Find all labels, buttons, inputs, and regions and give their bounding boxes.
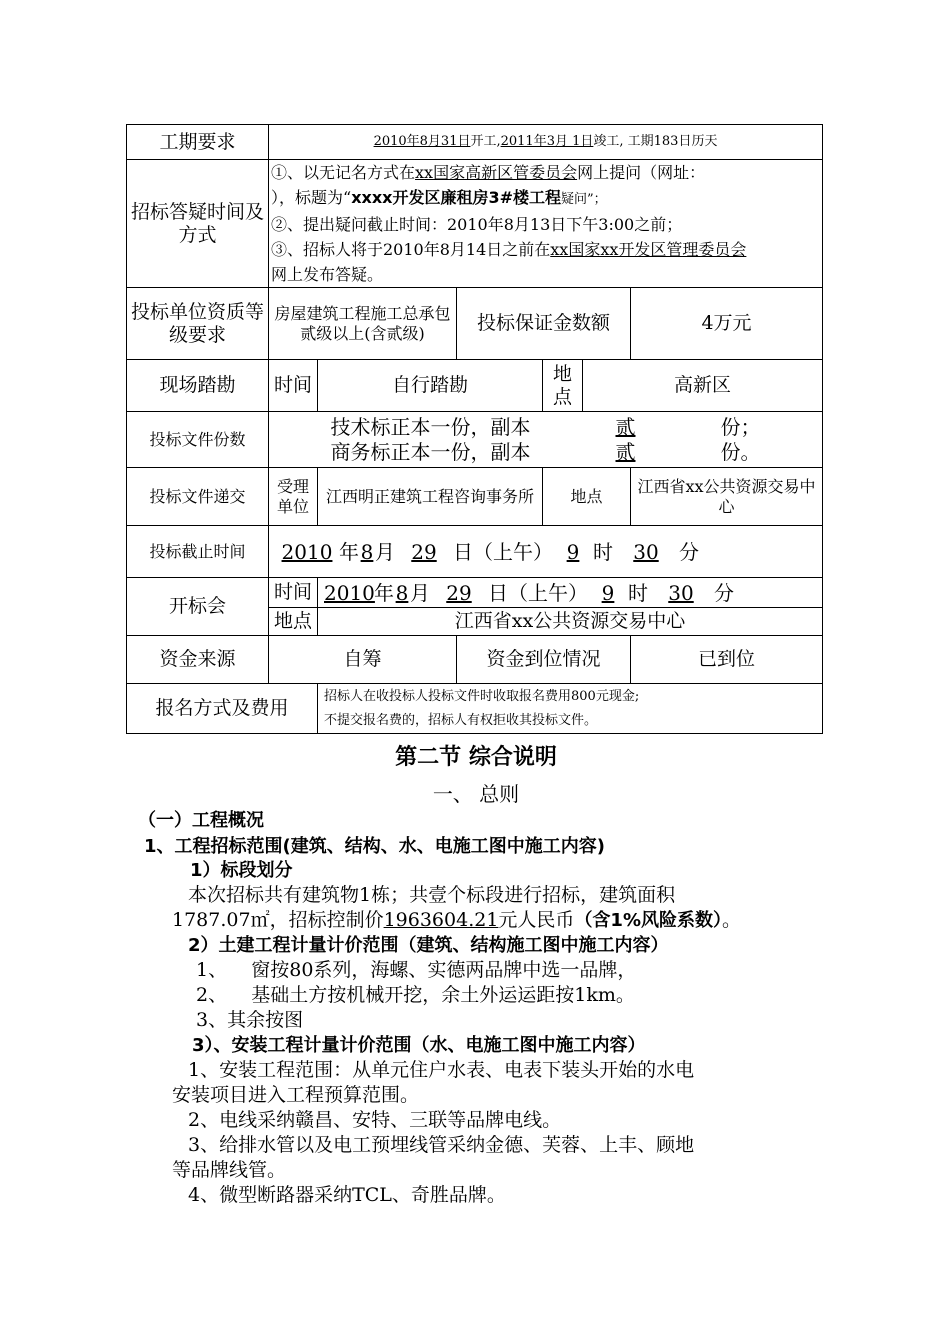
install-item-3a: 3、给排水管以及电工预埋线管采纳金德、芙蓉、上丰、顾地 — [188, 1134, 695, 1156]
install-heading: 3）、安装工程计量计价范围（水、电施工图中施工内容） — [192, 1035, 646, 1056]
deposit-value: 4万元 — [631, 288, 823, 360]
end-date: 2011年3月 1日 — [500, 134, 594, 150]
site-time-label: 时间 — [269, 360, 318, 412]
civil-heading: 2）土建工程计量计价范围（建筑、结构施工图中施工内容） — [188, 935, 669, 956]
site-visit-label: 现场踏勘 — [127, 360, 269, 412]
site-place-value: 高新区 — [583, 360, 823, 412]
install-item-3b: 等品牌线管。 — [172, 1159, 287, 1181]
opening-place-label: 地点 — [269, 608, 318, 636]
opening-place-value: 江西省xx公共资源交易中心 — [318, 608, 823, 636]
copies-label: 投标文件份数 — [127, 412, 269, 468]
row-registration — [127, 684, 823, 734]
row-qualification — [127, 288, 823, 360]
general-heading: 一、 总则 — [432, 782, 520, 806]
funds-source-value: 自筹 — [269, 636, 457, 684]
receiver-label: 受理单位 — [269, 468, 318, 526]
para-1b: 1787.07㎡，招标控制价1963604.21元人民币（含1%风险系数）。 — [172, 909, 742, 931]
site-time-value: 自行踏勘 — [318, 360, 543, 412]
install-item-4: 4、微型断路器采纳TCL、奇胜品牌。 — [188, 1184, 506, 1206]
qualification-value: 房屋建筑工程施工总承包贰级以上(含贰级) — [269, 288, 457, 360]
row-site-visit — [127, 360, 823, 412]
lot-heading: 1）标段划分 — [190, 860, 293, 881]
funds-status-value: 已到位 — [631, 636, 823, 684]
civil-item-1: 1、 窗按80系列，海螺、实德两品牌中选一品牌， — [196, 959, 637, 981]
copies-value: 技术标正本一份，副本 贰 份； 商务标正本一份，副本 贰 份。 — [269, 412, 823, 468]
row-qa — [127, 160, 823, 288]
row-copies — [127, 412, 823, 468]
row-opening-time — [127, 578, 823, 608]
overview-heading: （一）工程概况 — [138, 810, 264, 831]
duration-label: 工期要求 — [127, 125, 269, 160]
submission-label: 投标文件递交 — [127, 468, 269, 526]
deposit-label: 投标保证金数额 — [457, 288, 631, 360]
opening-time-value: 2010年8月 29 日（上午） 9 时 30 分 — [318, 578, 823, 608]
tender-info-table — [126, 124, 823, 734]
site-place-label: 地点 — [543, 360, 583, 412]
deadline-value: 2010 年8月 29 日（上午） 9 时 30 分 — [269, 526, 823, 578]
row-funds — [127, 636, 823, 684]
row-submission — [127, 468, 823, 526]
qa-content: ①、以无记名方式在xx国家高新区管委员会网上提问（网址： ），标题为“xxxx开发区廉租房3#楼工程疑问”； ②、提出疑问截止时间：2010年8月13日下午3:00之前； ③、招标人将于2010年8月14日之前在xx国家xx开发区管理委员会 网上发布答疑。 — [269, 160, 823, 288]
registration-label: 报名方式及费用 — [127, 684, 318, 734]
section-title: 第二节 综合说明 — [395, 745, 557, 770]
admin-committee-link: xx国家高新区管委员会 — [415, 163, 578, 182]
civil-item-3: 3、其余按图 — [196, 1009, 304, 1031]
install-item-1b: 安装项目进入工程预算范围。 — [172, 1084, 420, 1106]
start-date: 2010年8月31日 — [373, 134, 471, 150]
row-deadline — [127, 526, 823, 578]
scope-heading: 1、工程招标范围(建筑、结构、水、电施工图中施工内容) — [144, 836, 605, 857]
civil-item-2: 2、 基础土方按机械开挖，余土外运运距按1km。 — [196, 984, 635, 1006]
install-item-2: 2、电线采纳赣昌、安特、三联等品牌电线。 — [188, 1109, 562, 1131]
install-item-1a: 1、安装工程范围：从单元住户水表、电表下装头开始的水电 — [188, 1059, 695, 1081]
submission-place-value: 江西省xx公共资源交易中心 — [631, 468, 823, 526]
funds-source-label: 资金来源 — [127, 636, 269, 684]
funds-status-label: 资金到位情况 — [457, 636, 631, 684]
receiver-value: 江西明正建筑工程咨询事务所 — [318, 468, 543, 526]
duration-value: 2010年8月31日开工,2011年3月 1日竣工, 工期183日历天 — [269, 125, 823, 160]
row-duration — [127, 125, 823, 160]
submission-place-label: 地点 — [543, 468, 631, 526]
qa-label: 招标答疑时间及方式 — [127, 160, 269, 288]
qualification-label: 投标单位资质等级要求 — [127, 288, 269, 360]
opening-label: 开标会 — [127, 578, 269, 636]
opening-time-label: 时间 — [269, 578, 318, 608]
registration-value: 招标人在收投标人投标文件时收取报名费用800元现金; 不提交报名费的，招标人有权拒收其投标文件。 — [318, 684, 823, 734]
deadline-label: 投标截止时间 — [127, 526, 269, 578]
para-1a: 本次招标共有建筑物1栋；共壹个标段进行招标，建筑面积 — [188, 884, 676, 906]
